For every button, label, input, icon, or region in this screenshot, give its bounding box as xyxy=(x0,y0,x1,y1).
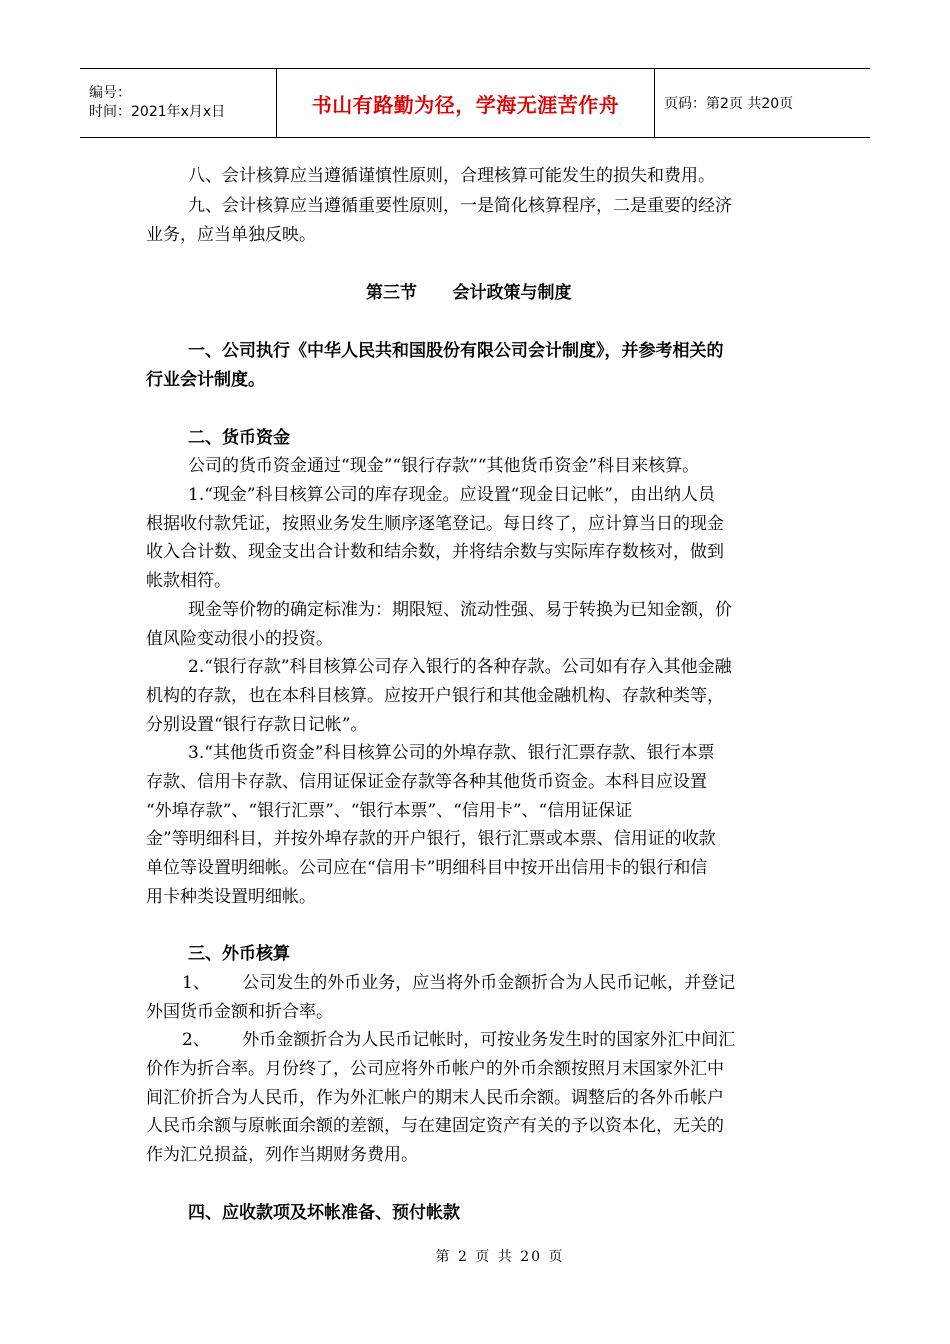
body-line: 公司的货币资金通过“现金”“银行存款”“其他货币资金”科目来核算。 xyxy=(188,456,700,476)
body-line: 2、 外币金额折合为人民币记帐时，可按业务发生时的国家外汇中间汇 xyxy=(182,1030,736,1050)
body-line: 人民币余额与原帐面余额的差额，与在建固定资产有关的予以资本化，无关的 xyxy=(146,1116,724,1136)
body-line: 存款、信用卡存款、信用证保证金存款等各种其他货币资金。本科目应设置 xyxy=(146,772,707,792)
subsection-heading: 四、应收款项及坏帐准备、预付帐款 xyxy=(188,1203,460,1223)
page-footer: 第 2 页 共 20 页 xyxy=(435,1249,565,1265)
body-line: 外国货币金额和折合率。 xyxy=(146,1002,333,1022)
body-line: 帐款相符。 xyxy=(146,571,231,591)
doc-number-label: 编号： xyxy=(89,85,131,101)
body-line: 根据收付款凭证，按照业务发生顺序逐笔登记。每日终了，应计算当日的现金 xyxy=(146,514,724,534)
body-line: 业务，应当单独反映。 xyxy=(146,225,316,245)
body-line: “外埠存款”、“银行汇票”、“银行本票”、“信用卡”、“信用证保证 xyxy=(146,801,633,821)
body-line: 机构的存款，也在本科目核算。应按开户银行和其他金融机构、存款种类等， xyxy=(146,686,724,706)
subsection-heading: 二、货币资金 xyxy=(188,428,290,448)
body-line: 2.“银行存款”科目核算公司存入银行的各种存款。公司如有存入其他金融 xyxy=(188,657,732,677)
motto-text: 书山有路勤为径，学海无涯苦作舟 xyxy=(311,92,620,117)
page-info-text: 页码：第2页 共20页 xyxy=(664,96,794,112)
header-motto xyxy=(277,69,655,137)
body-line: 一、公司执行《中华人民共和国股份有限公司会计制度》，并参考相关的 xyxy=(188,341,724,361)
body-line: 1、 公司发生的外币业务，应当将外币金额折合为人民币记帐，并登记 xyxy=(182,973,736,993)
body-line: 用卡种类设置明细帐。 xyxy=(146,887,316,907)
body-line: 值风险变动很小的投资。 xyxy=(146,629,333,649)
body-line: 九、会计核算应当遵循重要性原则，一是简化核算程序，二是重要的经济 xyxy=(188,196,732,216)
body-line: 1.“现金”科目核算公司的库存现金。应设置“现金日记帐”，由出纳人员 xyxy=(188,485,715,505)
header-page-info xyxy=(655,69,870,137)
page-header xyxy=(80,68,870,138)
body-line: 作为汇兑损益，列作当期财务费用。 xyxy=(146,1145,418,1165)
body-line: 间汇价折合为人民币，作为外汇帐户的期末人民币余额。调整后的各外币帐户 xyxy=(146,1088,724,1108)
body-line: 收入合计数、现金支出合计数和结余数，并将结余数与实际库存数核对，做到 xyxy=(146,542,724,562)
section-heading: 第三节 会计政策与制度 xyxy=(366,283,572,303)
doc-date-label: 时间：2021年x月x日 xyxy=(89,104,226,120)
body-line: 行业会计制度。 xyxy=(146,370,265,390)
body-line: 单位等设置明细帐。公司应在“信用卡”明细科目中按开出信用卡的银行和信 xyxy=(146,858,708,878)
body-line: 价作为折合率。月份终了，公司应将外币帐户的外币余额按照月末国家外汇中 xyxy=(146,1059,724,1079)
body-line: 现金等价物的确定标准为：期限短、流动性强、易于转换为已知金额，价 xyxy=(188,600,732,620)
header-meta xyxy=(80,69,277,137)
body-line: 八、会计核算应当遵循谨慎性原则，合理核算可能发生的损失和费用。 xyxy=(188,166,715,186)
subsection-heading: 三、外币核算 xyxy=(188,944,290,964)
body-line: 3.“其他货币资金”科目核算公司的外埠存款、银行汇票存款、银行本票 xyxy=(188,743,715,763)
body-line: 分别设置“银行存款日记帐”。 xyxy=(146,715,368,735)
body-line: 金”等明细科目，并按外埠存款的开户银行，银行汇票或本票、信用证的收款 xyxy=(146,829,716,849)
